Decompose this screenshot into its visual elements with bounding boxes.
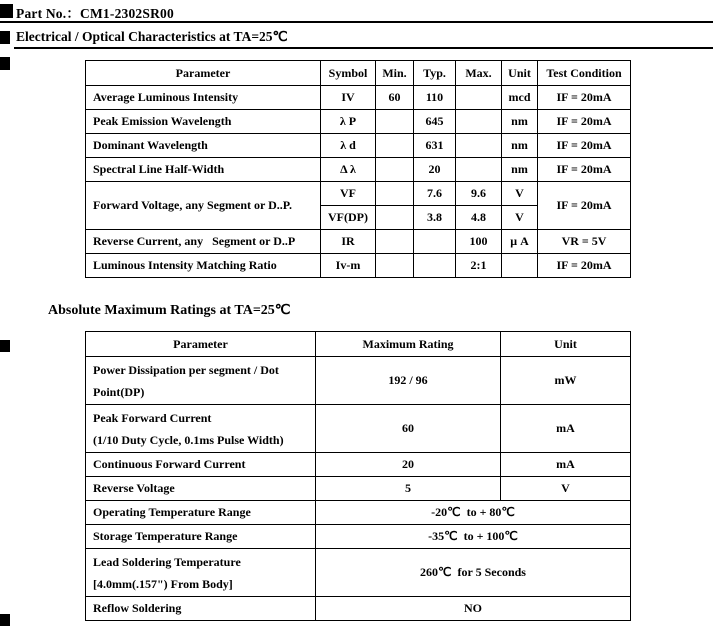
table-header-row (86, 61, 631, 86)
rating-cell: 192 / 96 (316, 357, 501, 405)
param-cell: Storage Temperature Range (86, 525, 316, 549)
cond-cell: IF = 20mA (538, 134, 631, 158)
param-line: Peak Forward Current (93, 410, 212, 425)
table-row (86, 158, 631, 182)
col-maximum-rating: Maximum Rating (316, 332, 501, 357)
unit-cell: mcd (502, 86, 538, 110)
col-typ: Typ. (414, 61, 456, 86)
param-cell: Reflow Soldering (86, 597, 316, 621)
symbol-cell: Iv-m (321, 254, 376, 278)
table-row (86, 230, 631, 254)
symbol-cell: VF (321, 182, 376, 206)
max-cell (456, 86, 502, 110)
max-cell: 2:1 (456, 254, 502, 278)
divider (14, 47, 713, 49)
part-number: Part No.：CM1-2302SR00 (16, 6, 174, 21)
cond-cell: IF = 20mA (538, 254, 631, 278)
col-symbol: Symbol (321, 61, 376, 86)
unit-cell: V (502, 182, 538, 206)
min-cell (376, 158, 414, 182)
unit-cell: μ A (502, 230, 538, 254)
min-cell (376, 254, 414, 278)
min-cell (376, 206, 414, 230)
unit-cell: mA (501, 405, 631, 453)
param-cell: Forward Voltage, any Segment or D..P. (86, 182, 321, 230)
param-cell: Peak Emission Wavelength (86, 110, 321, 134)
unit-cell: nm (502, 134, 538, 158)
scan-mark (0, 340, 10, 352)
min-cell: 60 (376, 86, 414, 110)
unit-cell: mW (501, 357, 631, 405)
symbol-cell: IV (321, 86, 376, 110)
param-cell: Dominant Wavelength (86, 134, 321, 158)
max-ratings-table (85, 331, 631, 621)
rating-cell: 60 (316, 405, 501, 453)
col-parameter: Parameter (86, 332, 316, 357)
typ-cell: 20 (414, 158, 456, 182)
typ-cell: 7.6 (414, 182, 456, 206)
col-test-condition: Test Condition (538, 61, 631, 86)
unit-cell: mA (501, 453, 631, 477)
param-cell: Reverse Voltage (86, 477, 316, 501)
symbol-cell: IR (321, 230, 376, 254)
table-header-row (86, 332, 631, 357)
symbol-cell: λ d (321, 134, 376, 158)
typ-cell: 110 (414, 86, 456, 110)
max-cell (456, 110, 502, 134)
table-row (86, 357, 631, 405)
min-cell (376, 182, 414, 206)
param-cell: Operating Temperature Range (86, 501, 316, 525)
typ-cell: 631 (414, 134, 456, 158)
table-row (86, 477, 631, 501)
table-row (86, 86, 631, 110)
unit-cell: V (502, 206, 538, 230)
typ-cell: 645 (414, 110, 456, 134)
col-unit: Unit (501, 332, 631, 357)
unit-cell: nm (502, 158, 538, 182)
table-row (86, 549, 631, 597)
param-cell (86, 549, 316, 597)
param-cell: Luminous Intensity Matching Ratio (86, 254, 321, 278)
param-line: Power Dissipation per segment / Dot (93, 362, 279, 377)
col-min: Min. (376, 61, 414, 86)
section2-title: Absolute Maximum Ratings at TA=25℃ (48, 303, 291, 318)
max-cell: 9.6 (456, 182, 502, 206)
param-line: [4.0mm(.157") From Body] (93, 576, 233, 591)
scan-mark (0, 4, 13, 18)
col-unit: Unit (502, 61, 538, 86)
table-row (86, 182, 631, 206)
unit-cell: nm (502, 110, 538, 134)
param-cell: Reverse Current, any Segment or D..P (86, 230, 321, 254)
param-line: (1/10 Duty Cycle, 0.1ms Pulse Width) (93, 432, 284, 447)
cond-cell: IF = 20mA (538, 110, 631, 134)
unit-cell (502, 254, 538, 278)
min-cell (376, 230, 414, 254)
rating-cell: -35℃ to + 100℃ (316, 525, 631, 549)
cond-cell: VR = 5V (538, 230, 631, 254)
table-row (86, 525, 631, 549)
scan-mark (0, 31, 10, 44)
table-row (86, 134, 631, 158)
param-cell: Continuous Forward Current (86, 453, 316, 477)
param-line: Lead Soldering Temperature (93, 554, 241, 569)
rating-cell: NO (316, 597, 631, 621)
max-cell (456, 134, 502, 158)
param-line: Point(DP) (93, 384, 145, 399)
param-cell (86, 357, 316, 405)
symbol-cell: Δ λ (321, 158, 376, 182)
symbol-cell: VF(DP) (321, 206, 376, 230)
symbol-cell: λ P (321, 110, 376, 134)
table-row (86, 110, 631, 134)
col-max: Max. (456, 61, 502, 86)
typ-cell: 3.8 (414, 206, 456, 230)
electrical-table (85, 60, 631, 278)
cond-cell: IF = 20mA (538, 182, 631, 230)
section1-title: Electrical / Optical Characteristics at TA=25℃ (16, 29, 288, 44)
scan-mark (0, 57, 10, 70)
max-cell: 100 (456, 230, 502, 254)
param-cell: Average Luminous Intensity (86, 86, 321, 110)
unit-cell: V (501, 477, 631, 501)
param-cell (86, 405, 316, 453)
cond-cell: IF = 20mA (538, 158, 631, 182)
max-cell (456, 158, 502, 182)
table-row (86, 501, 631, 525)
scan-mark (0, 614, 10, 626)
table-row (86, 453, 631, 477)
table-row (86, 597, 631, 621)
divider (0, 21, 713, 23)
table-row (86, 254, 631, 278)
min-cell (376, 110, 414, 134)
col-parameter: Parameter (86, 61, 321, 86)
rating-cell: 20 (316, 453, 501, 477)
param-cell: Spectral Line Half-Width (86, 158, 321, 182)
typ-cell (414, 230, 456, 254)
rating-cell: 260℃ for 5 Seconds (316, 549, 631, 597)
table-row (86, 405, 631, 453)
min-cell (376, 134, 414, 158)
typ-cell (414, 254, 456, 278)
rating-cell: 5 (316, 477, 501, 501)
cond-cell: IF = 20mA (538, 86, 631, 110)
rating-cell: -20℃ to + 80℃ (316, 501, 631, 525)
max-cell: 4.8 (456, 206, 502, 230)
